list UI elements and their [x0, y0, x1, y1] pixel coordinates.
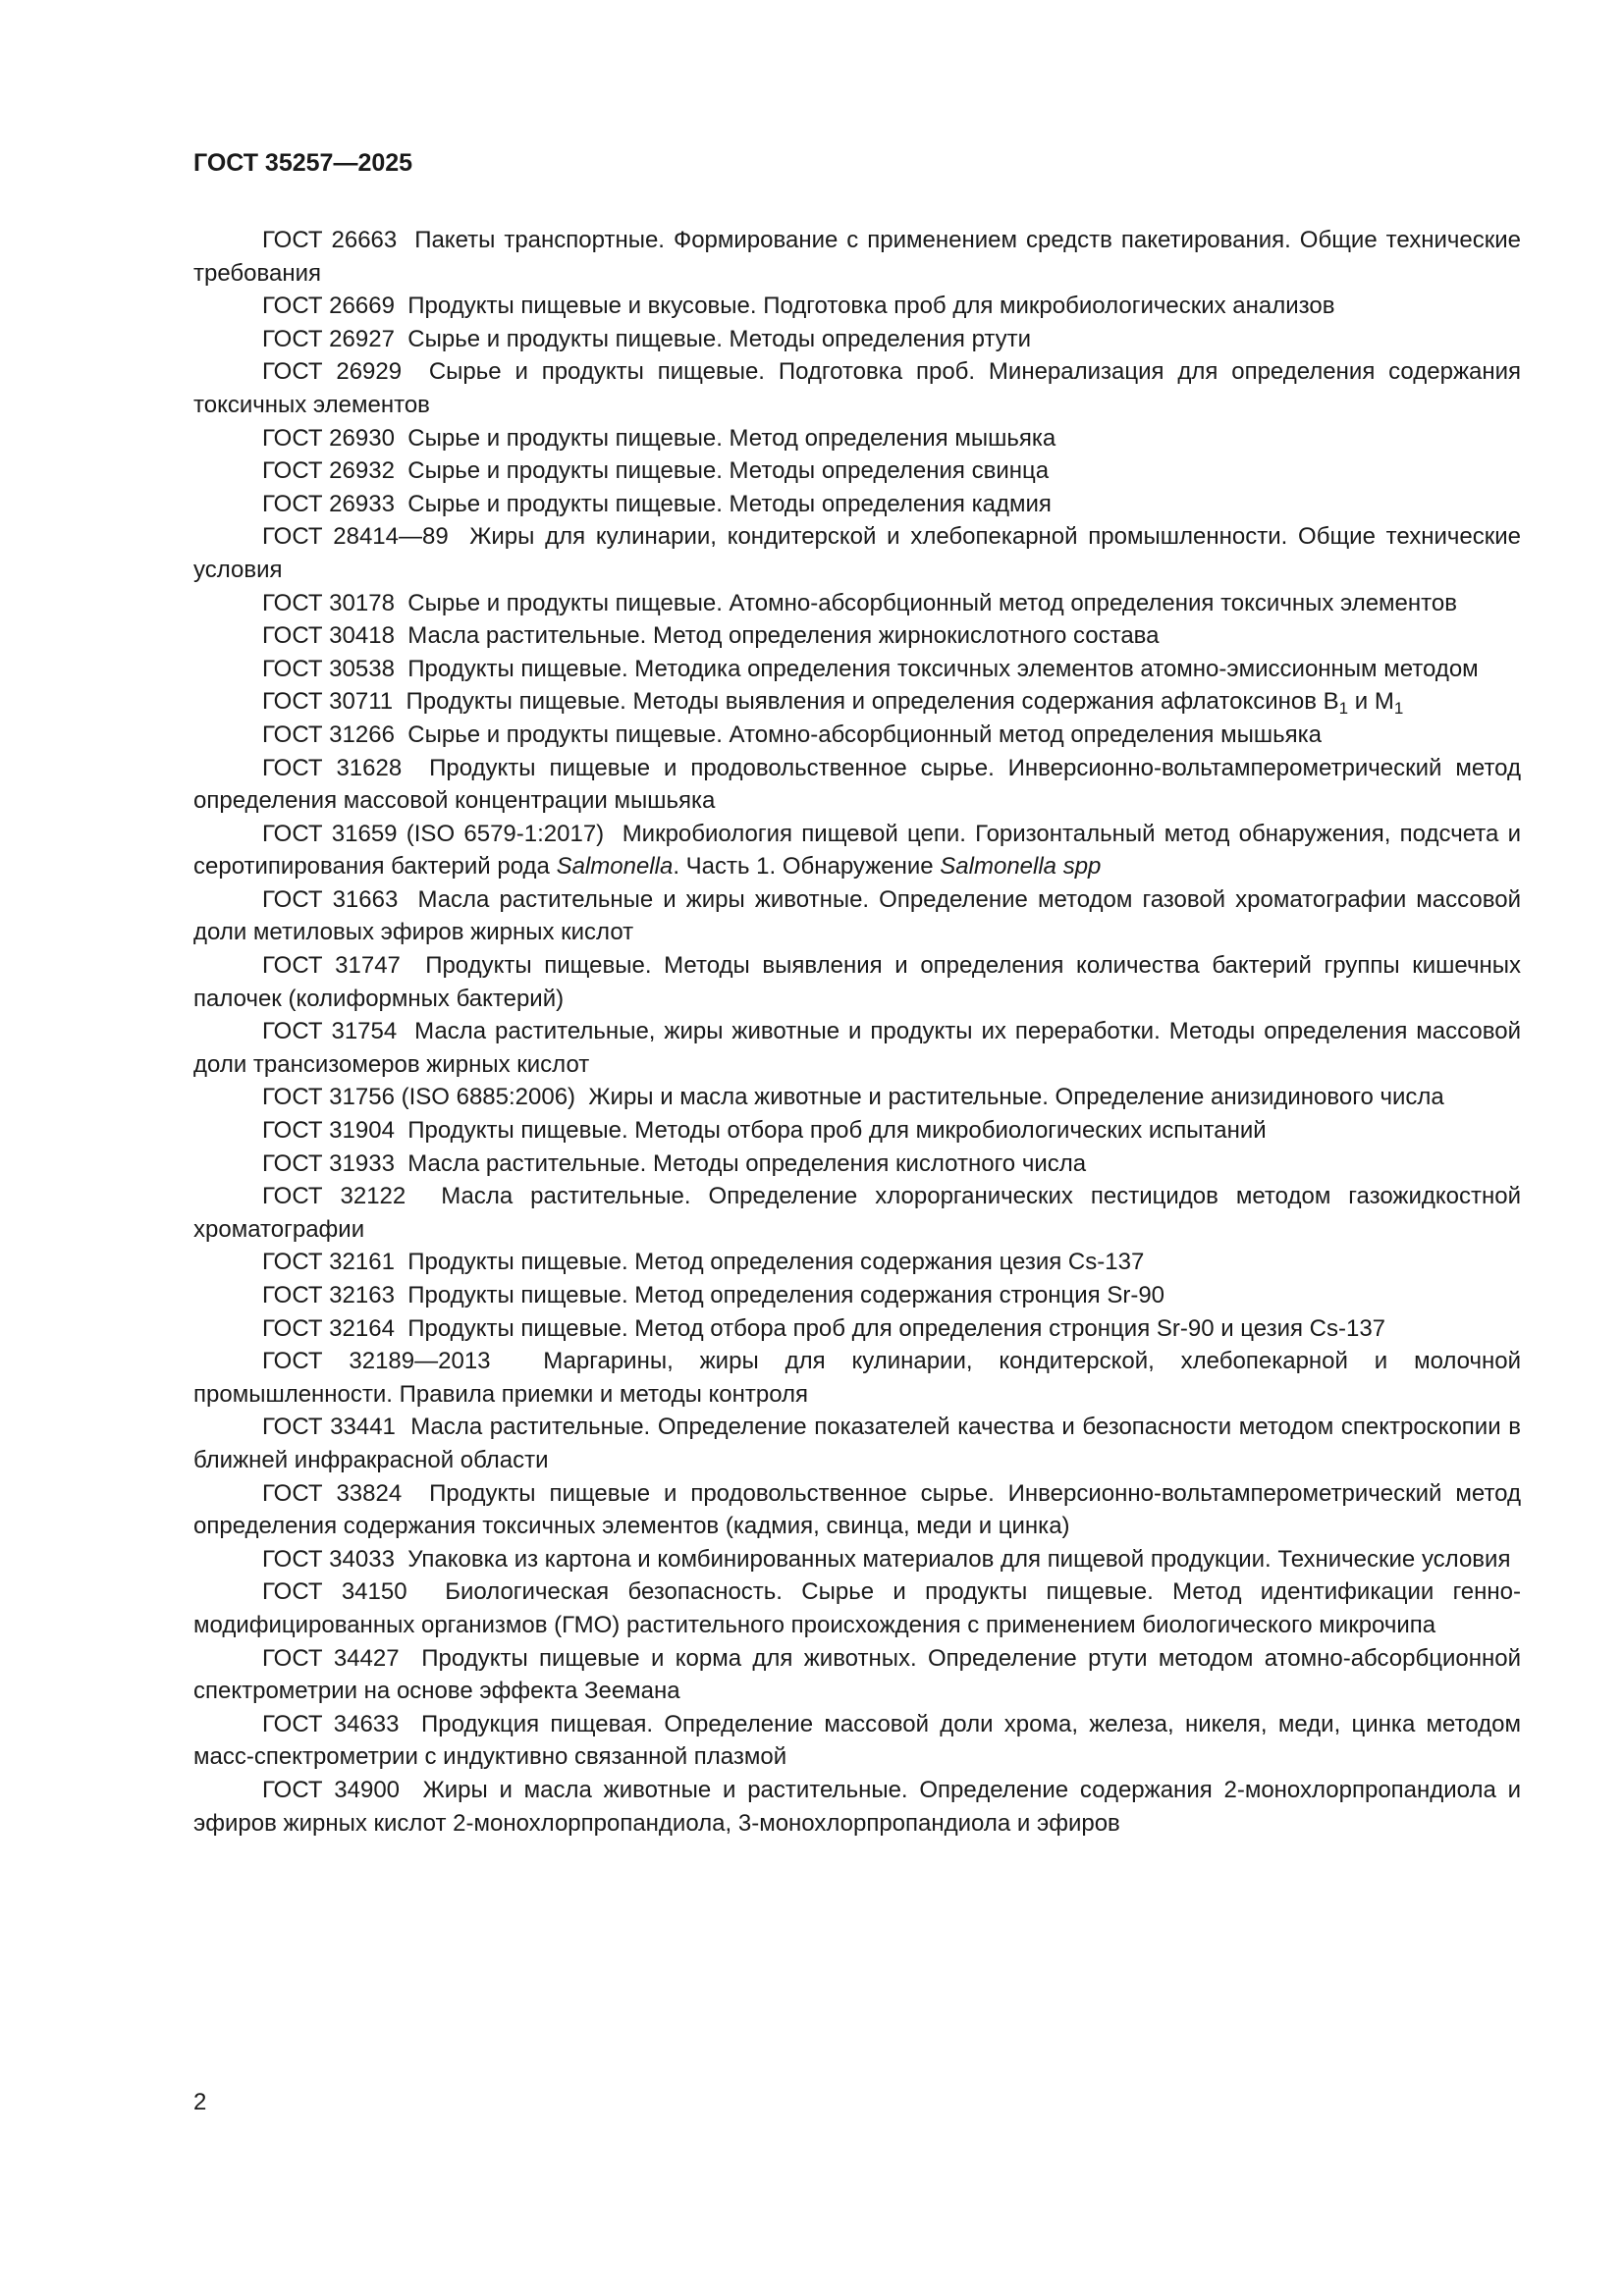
- reference-code: ГОСТ 31904: [262, 1117, 395, 1145]
- reference-title: Сырье и продукты пищевые. Методы определения свинца: [407, 457, 1050, 485]
- reference-code: ГОСТ 34633: [262, 1710, 400, 1737]
- reference-title: Продукты пищевые. Метод отбора проб для определения стронция Sr-90 и цезия Cs-137: [407, 1314, 1386, 1342]
- reference-code: ГОСТ 31266: [262, 721, 395, 748]
- reference-code: ГОСТ 34033: [262, 1545, 395, 1573]
- reference-item: [193, 1180, 1521, 1246]
- reference-code: ГОСТ 32122: [262, 1183, 406, 1210]
- reference-code: ГОСТ 33441: [262, 1414, 396, 1441]
- reference-code: ГОСТ 32189—2013: [262, 1348, 491, 1375]
- reference-item: [193, 883, 1521, 949]
- reference-item: [193, 1345, 1521, 1411]
- reference-code: ГОСТ 34150: [262, 1578, 407, 1606]
- reference-title: Масла растительные. Определение показателей качества и безопасности методом спектроскопии в ближней инфракрасной области: [193, 1414, 1521, 1473]
- subscript-b: B: [1323, 688, 1339, 716]
- reference-code: ГОСТ 30418: [262, 622, 395, 650]
- reference-code: ГОСТ 26663: [262, 227, 398, 253]
- reference-title: Маргарины, жиры для кулинарии, кондитерской, хлебопекарной и молочной промышленности. Правила приемки и методы контроля: [193, 1348, 1522, 1408]
- reference-title: Продукты пищевые и корма для животных. Определение ртути методом атомно-абсорбционной спектрометрии на основе эффекта Зеемана: [193, 1644, 1521, 1705]
- reference-item: [193, 1543, 1521, 1576]
- reference-title: Продукты пищевые и продовольственное сырье. Инверсионно-вольтамперометрический метод определения массовой концентрации мышьяка: [193, 754, 1521, 815]
- reference-title: Сырье и продукты пищевые. Атомно-абсорбционный метод определения мышьяка: [407, 721, 1322, 748]
- reference-code: ГОСТ 32163: [262, 1282, 395, 1308]
- reference-title: Масла растительные. Методы определения кислотного числа: [407, 1149, 1087, 1177]
- reference-title: Продукты пищевые. Метод определения содержания цезия Cs-137: [407, 1249, 1145, 1276]
- reference-title: Продукты пищевые. Методика определения токсичных элементов атомно-эмиссионным методом: [407, 655, 1479, 682]
- reference-item: [193, 1015, 1521, 1081]
- reference-item: [193, 454, 1521, 488]
- reference-title: Микробиология пищевой цепи. Горизонтальный метод обнаружения, подсчета и серотипирования бактерий рода: [193, 820, 1521, 881]
- reference-code: ГОСТ 32161: [262, 1249, 395, 1276]
- reference-code: ГОСТ 26929: [262, 358, 403, 386]
- subscript-b-index: 1: [1338, 699, 1349, 719]
- reference-title: Сырье и продукты пищевые. Метод определения мышьяка: [407, 424, 1056, 452]
- reference-title: Сырье и продукты пищевые. Методы определения кадмия: [407, 490, 1052, 517]
- reference-item: [193, 1411, 1521, 1476]
- reference-item: [193, 719, 1521, 752]
- reference-code: ГОСТ 26927: [262, 325, 395, 352]
- reference-item: [193, 290, 1521, 323]
- reference-item: [193, 488, 1521, 521]
- reference-title-cont: . Часть 1. Обнаружение: [673, 853, 934, 881]
- reference-code: ГОСТ 31933: [262, 1149, 395, 1177]
- reference-title: Продукты пищевые. Методы выявления и определения количества бактерий группы кишечных палочек (колиформных бактерий): [193, 952, 1521, 1012]
- reference-code: ГОСТ 32164: [262, 1314, 395, 1342]
- document-code-header: ГОСТ 35257—2025: [193, 149, 413, 177]
- reference-item: [193, 1148, 1521, 1181]
- reference-item: [193, 949, 1521, 1015]
- reference-title: Жиры и масла животные и растительные. Определение содержания 2-монохлорпропандиола и эфиров жирных кислот 2-монохлорпропандиола, 3-монохлорпропандиола и эфиров: [193, 1776, 1522, 1837]
- reference-code: ГОСТ 26930: [262, 424, 395, 452]
- page-number: 2: [193, 2089, 207, 2115]
- subscript-m: M: [1374, 688, 1394, 716]
- reference-code: ГОСТ 31659 (ISO 6579-1:2017): [262, 820, 605, 847]
- reference-title: Сырье и продукты пищевые. Методы определения ртути: [407, 325, 1032, 352]
- reference-title: Сырье и продукты пищевые. Подготовка проб. Минерализация для определения содержания токсичных элементов: [193, 358, 1522, 418]
- normative-references-list: [193, 224, 1521, 1840]
- reference-item: [193, 619, 1521, 653]
- conjunction: и: [1354, 688, 1369, 716]
- reference-code: ГОСТ 31747: [262, 952, 401, 980]
- reference-item: [193, 1774, 1521, 1840]
- reference-title: Биологическая безопасность. Сырье и продукты пищевые. Метод идентификации генно-модифицированных организмов (ГМО) растительного происхождения с применением биологического микрочипа: [193, 1578, 1522, 1638]
- reference-code: ГОСТ 30711: [262, 688, 394, 716]
- reference-title: Продукты пищевые и вкусовые. Подготовка проб для микробиологических анализов: [407, 293, 1335, 320]
- reference-code: ГОСТ 31756 (ISO 6885:2006): [262, 1084, 576, 1111]
- reference-title: Масла растительные. Определение хлорорганических пестицидов методом газожидкостной хроматографии: [193, 1183, 1521, 1243]
- reference-title: Масла растительные. Метод определения жирнокислотного состава: [407, 622, 1160, 650]
- reference-code: ГОСТ 31754: [262, 1018, 398, 1045]
- reference-code: ГОСТ 26932: [262, 457, 395, 485]
- reference-code: ГОСТ 30178: [262, 589, 395, 616]
- reference-title: Жиры и масла животные и растительные. Определение анизидинового числа: [588, 1084, 1444, 1111]
- reference-item: [193, 1477, 1521, 1543]
- reference-item: [193, 752, 1521, 818]
- reference-code: ГОСТ 31628: [262, 754, 403, 781]
- reference-title: Продукты пищевые. Методы выявления и определения содержания афлатоксинов: [406, 688, 1317, 716]
- reference-item: [193, 1642, 1521, 1708]
- reference-code: ГОСТ 33824: [262, 1479, 403, 1507]
- reference-title: Сырье и продукты пищевые. Атомно-абсорбционный метод определения токсичных элементов: [407, 589, 1457, 616]
- reference-item: [193, 1114, 1521, 1148]
- reference-item: [193, 1279, 1521, 1312]
- reference-item: [193, 224, 1521, 290]
- reference-code: ГОСТ 26933: [262, 490, 395, 517]
- reference-item: [193, 1246, 1521, 1279]
- reference-item: [193, 1081, 1521, 1114]
- reference-code: ГОСТ 31663: [262, 885, 399, 913]
- reference-item: [193, 685, 1521, 719]
- italic-genus-name: Salmonella: [556, 853, 674, 881]
- reference-code: ГОСТ 34427: [262, 1644, 400, 1672]
- reference-title: Пакеты транспортные. Формирование с применением средств пакетирования. Общие технические требования: [193, 227, 1521, 287]
- reference-title: Продукты пищевые. Методы отбора проб для микробиологических испытаний: [407, 1117, 1267, 1145]
- reference-code: ГОСТ 26669: [262, 293, 395, 320]
- reference-code: ГОСТ 28414—89: [262, 523, 449, 551]
- reference-item: [193, 1312, 1521, 1346]
- italic-genus-name: Salmonella spp: [940, 853, 1102, 881]
- reference-code: ГОСТ 34900: [262, 1776, 401, 1803]
- reference-item: [193, 323, 1521, 356]
- reference-title: Продукты пищевые и продовольственное сырье. Инверсионно-вольтамперометрический метод определения содержания токсичных элементов (кадмия, свинца, меди и цинка): [193, 1479, 1521, 1540]
- reference-item: [193, 1575, 1521, 1641]
- reference-code: ГОСТ 30538: [262, 655, 395, 682]
- reference-title: Упаковка из картона и комбинированных материалов для пищевой продукции. Технические условия: [407, 1545, 1511, 1573]
- reference-item: [193, 1708, 1521, 1774]
- reference-item: [193, 587, 1521, 620]
- reference-item: [193, 653, 1521, 686]
- reference-title: Продукты пищевые. Метод определения содержания стронция Sr-90: [407, 1282, 1165, 1308]
- reference-item: [193, 422, 1521, 455]
- reference-item: [193, 520, 1521, 586]
- reference-item: [193, 355, 1521, 421]
- reference-title: Жиры для кулинарии, кондитерской и хлебопекарной промышленности. Общие технические условия: [193, 523, 1521, 583]
- reference-item: [193, 818, 1521, 883]
- reference-title: Масла растительные, жиры животные и продукты их переработки. Методы определения массовой доли трансизомеров жирных кислот: [193, 1018, 1521, 1078]
- reference-title: Продукция пищевая. Определение массовой доли хрома, железа, никеля, меди, цинка методом масс-спектрометрии с индуктивно связанной плазмой: [193, 1710, 1521, 1771]
- subscript-m-index: 1: [1393, 699, 1404, 719]
- reference-title: Масла растительные и жиры животные. Определение методом газовой хроматографии массовой доли метиловых эфиров жирных кислот: [193, 885, 1521, 946]
